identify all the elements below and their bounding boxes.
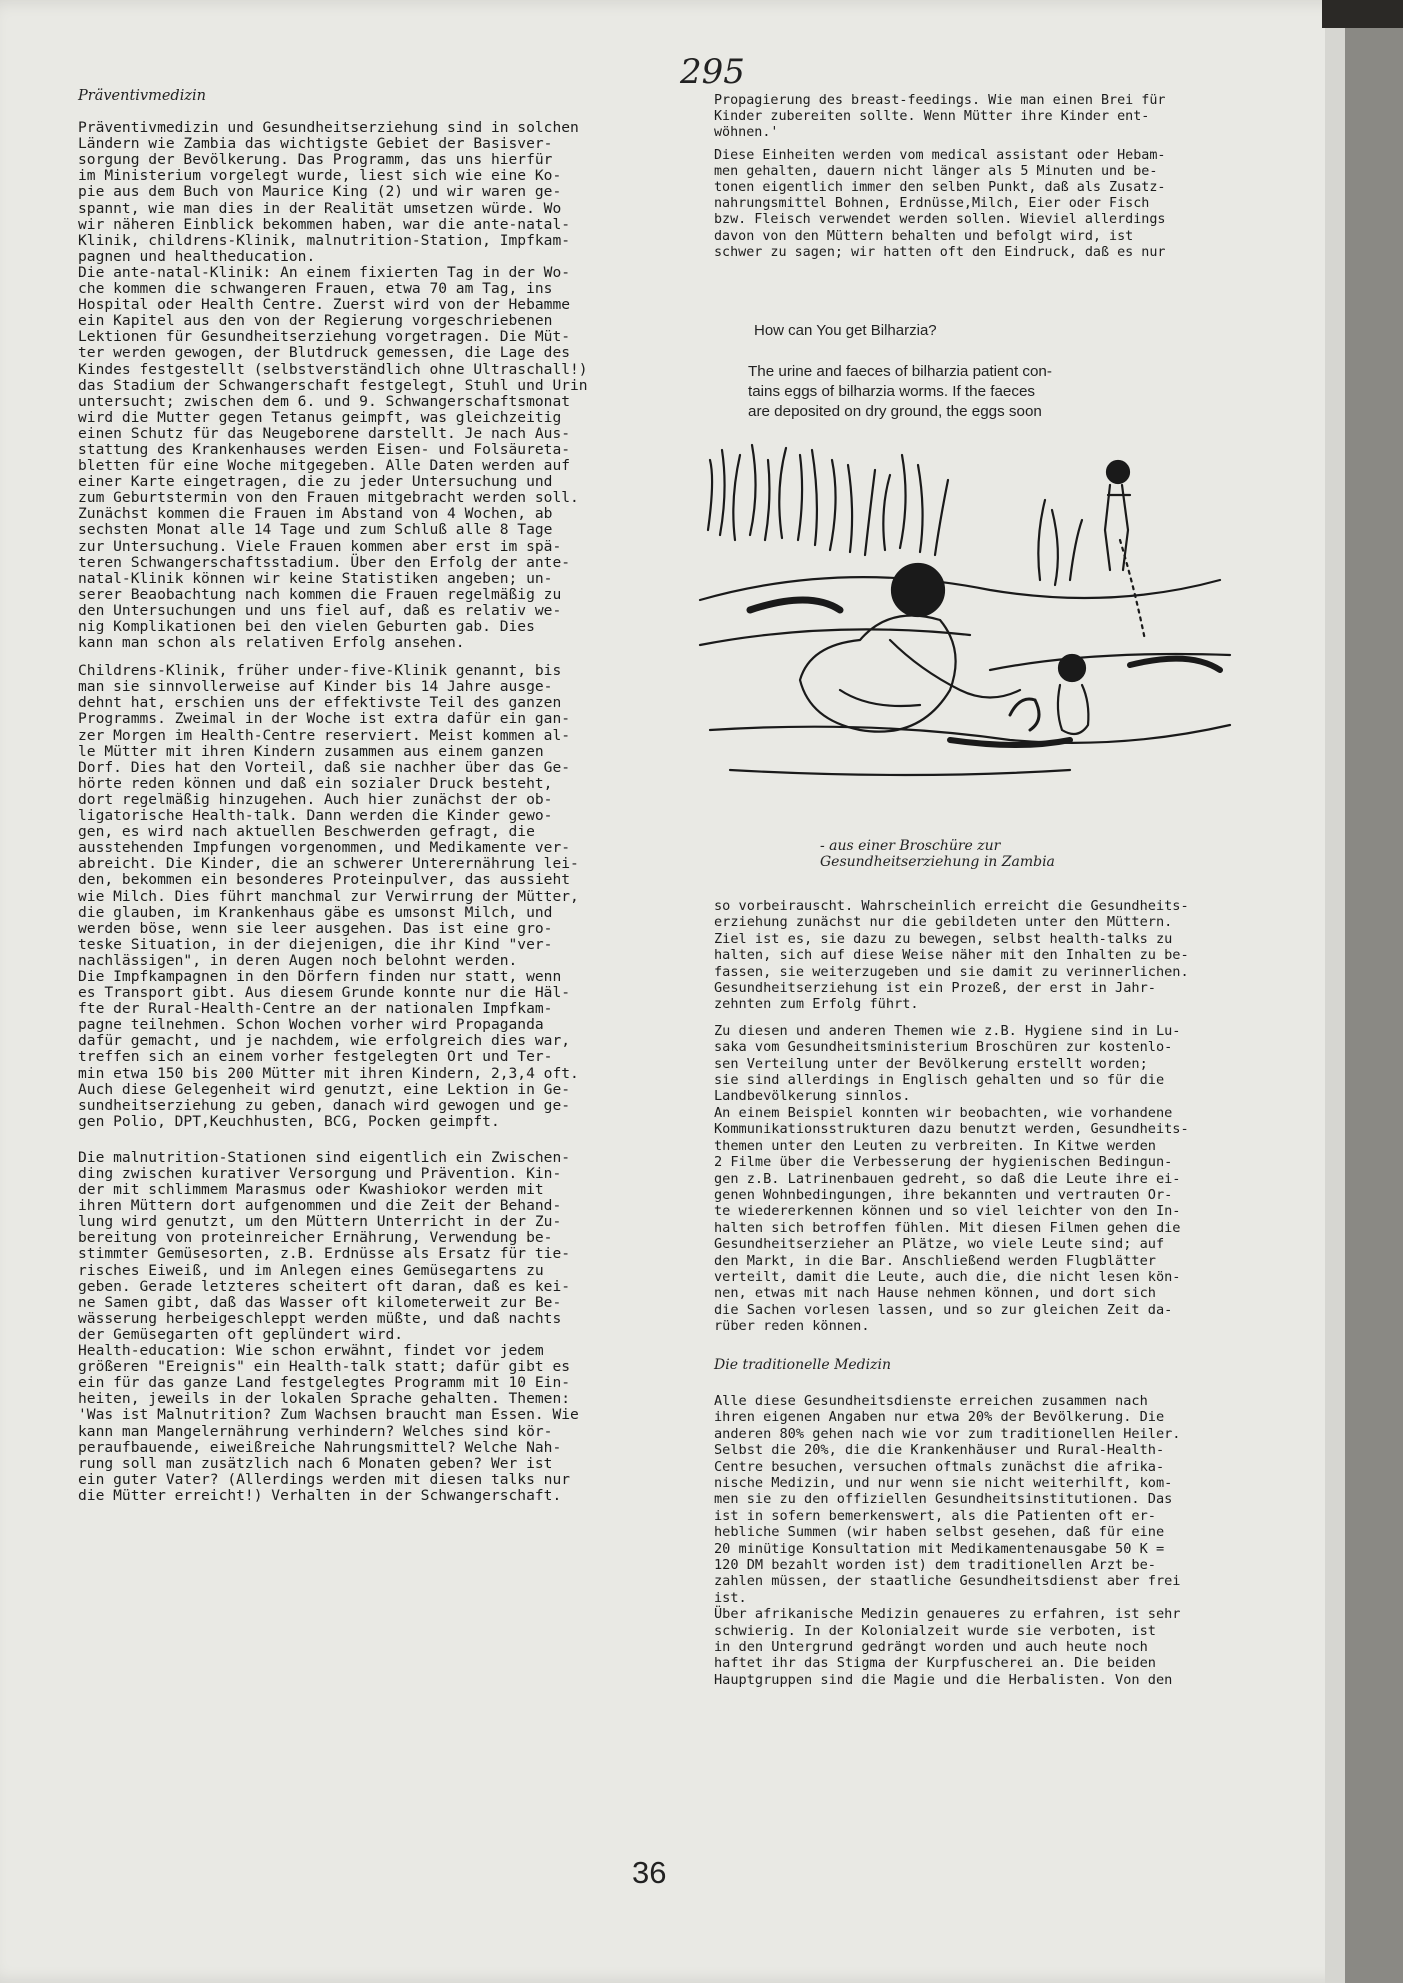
left-column — [78, 88, 658, 1504]
paragraph-einheiten: Diese Einheiten werden vom medical assistant oder Hebam- men gehalten, dauern nicht länger als 5 Minuten und be- tonen eigentlich immer den selben Punkt, daß als Zusatz- nahrungsmittel Bohnen, Erdnüsse,Milch, Eier oder Fisch bzw. Fleisch verwendet werden sollen. Wieviel allerdings davon von den Müttern behalten und befolgt wird, ist schwer zu sagen; wir hatten oft den Eindruck, daß es nur — [714, 147, 1166, 260]
bilharzia-illustration — [690, 440, 1250, 810]
paragraph-malnutrition: Die malnutrition-Stationen sind eigentlich ein Zwischen- ding zwischen kurativer Versorgung und Prävention. Kin- der mit schlimmem Marasmus oder Kwashiokor werden mit ihren Müttern dort aufgenommen und die Zeit der Behand- lung wird genutzt, um den Müttern Unterricht in der Zu- bereitung von proteinreicher Ernährung, Verwendung be- stimmter Gemüsesorten, z.B. Erdnüsse als Ersatz für tie- risches Eiweiß, und im Anlegen eines Gemüsegartens zu geben. Gerade letzteres scheitert oft daran, daß es kei- ne Samen gibt, daß das Wasser oft kilometerweit zur Be- wässerung herbeigeschleppt werden müßte, und daß nachts der Gemüsegarten oft geplündert wird. Health-education: Wie schon erwähnt, findet vor jedem größeren "Ereignis" ein Health-talk statt; dafür gibt es ein für das ganze Land festgelegtes Programm mit 10 Ein- heiten, jeweils in der lokalen Sprache gehalten. Themen: 'Was ist Malnutrition? Zum Wachsen braucht man Essen. Wie kann man Mangelernährung verhindern? Welches sind kör- peraufbauende, eiweißreiche Nahrungsmittel? Welche Nah- rung soll man zusätzlich nach 6 Monaten geben? Wer ist ein guter Vater? (Allerdings werden mit diesen talks nur die Mütter erreicht!) Verhalten in der Schwangerschaft. — [78, 1148, 579, 1504]
section-heading-praeventivmedizin: Präventivmedizin — [78, 88, 206, 104]
section-heading-traditionelle-medizin: Die traditionelle Medizin — [714, 1356, 891, 1373]
right-column-bottom — [714, 898, 1274, 1688]
illustration-caption: - aus einer Broschüre zur Gesundheitserziehung in Zambia — [820, 838, 1055, 870]
paragraph-traditionelle-medizin: Alle diese Gesundheitsdienste erreichen zusammen nach ihren eigenen Angaben nur etwa 20% der Bevölkerung. Die anderen 80% gehen nach wie vor zum traditionellen Heiler. Selbst die 20%, die die Krankenhäuser und Rural-Health- Centre besuchen, versuchen oftmals zunächst die afrika- nische Medizin, und nur wenn sie nicht weiterhilft, kom- men sie zu den offiziellen Gesundheitsinstitutionen. Das ist in sofern bemerkenswert, als die Patienten oft er- hebliche Summen (wir haben selbst gesehen, daß für eine 20 minütige Konsultation mit Medikamentenausgabe 50 K = 120 DM bezahlt worden ist) dem traditionellen Arzt be- zahlen müssen, der staatliche Gesundheitsdienst aber frei ist. Über afrikanische Medizin genaueres zu erfahren, ist sehr schwierig. In der Kolonialzeit wurde sie verboten, ist in den Untergrund gedrängt worden und auch heute noch haftet ihr das Stigma der Kurpfuscherei an. Die beiden Hauptgruppen sind die Magie und die Herbalisten. Von den — [714, 1392, 1181, 1688]
scan-background-corner — [1322, 0, 1403, 28]
paragraph-breastfeeding: Propagierung des breast-feedings. Wie man einen Brei für Kinder zubereiten sollte. Wenn Mütter ihre Kinder ent- wöhnen.' — [714, 93, 1166, 141]
page-number: 36 — [632, 1855, 667, 1890]
paragraph-vorbeirauscht: so vorbeirauscht. Wahrscheinlich erreicht die Gesundheits- erziehung zunächst nur die gebildeten unter den Müttern. Ziel ist es, sie dazu zu bewegen, selbst health-talks zu halten, sich auf diese Weise näher mit den Inhalten zu be- fassen, sie weiterzugeben und sie damit zu verinnerlichen. Gesundheitserziehung ist ein Prozeß, der erst in Jahr- zehnten zum Erfolg führt. — [714, 898, 1189, 1013]
paragraph-intro: Präventivmedizin und Gesundheitserziehung sind in solchen Ländern wie Zambia das wichtigste Gebiet der Basisver- sorgung der Bevölkerung. Das Programm, das uns hierfür im Ministerium vorgelegt wurde, liest sich wie eine Ko- pie aus dem Buch von Maurice King (2) und wir waren ge- spannt, wie man dies in der Realität umsetzen würde. Wo wir näheren Einblick bekommen haben, war die ante-natal- Klinik, childrens-Klinik, malnutrition-Station, Impfkam- pagnen und healtheducation. Die ante-natal-Klinik: An einem fixierten Tag in der Wo- che kommen die schwangeren Frauen, etwa 70 am Tag, ins Hospital oder Health Centre. Zuerst wird von der Hebamme ein Kapitel aus den von der Regierung vorgeschriebenen Lektionen für Gesundheitserziehung vorgetragen. Die Müt- ter werden gewogen, der Blutdruck gemessen, die Lage des Kindes festgestellt (selbstverständlich ohne Ultraschall!) das Stadium der Schwangerschaft festgelegt, Stuhl und Urin untersucht; zwischen dem 6. und 9. Schwangerschaftsmonat wird die Mutter gegen Tetanus geimpft, was gleichzeitig einen Schutz für das Neugeborene darstellt. Je nach Aus- stattung des Krankenhauses werden Eisen- und Folsäureta- bletten für eine Woche mitgegeben. Alle Daten werden auf einer Karte eingetragen, die zu jeder Untersuchung und zum Geburtstermin von den Frauen mitgebracht werden soll. Zunächst kommen die Frauen im Abstand von 4 Wochen, ab sechsten Monat alle 14 Tage und zum Schluß alle 8 Tage zur Untersuchung. Viele Frauen kommen aber erst im spä- teren Schwangerschaftsstadium. Über den Erfolg der ante- natal-Klinik können wir keine Statistiken angeben; un- serer Beaobachtung nach kommen die Frauen regelmäßig zu den Untersuchungen und uns fiel auf, daß es relativ we- nig Komplikationen bei den vielen Geburten gab. Dies kann man schon als relativen Erfolg ansehen. — [78, 119, 588, 652]
leaflet-title: How can You get Bilharzia? — [754, 322, 937, 339]
paragraph-broschueren: Zu diesen und anderen Themen wie z.B. Hygiene sind in Lu- saka vom Gesundheitsministerium Broschüren zur kostenlo- sen Verteilung unter der Bevölkerung erstellt worden; sie sind allerdings in Englisch gehalten und so für die Landbevölkerung sinnlos. An einem Beispiel konnten wir beobachten, wie vorhandene Kommunikationsstrukturen dazu benutzt werden, Gesundheits- themen unter den Leuten zu verbreiten. In Kitwe werden 2 Filme über die Verbesserung der hygienischen Bedingun- gen z.B. Latrinenbauen gedreht, so daß die Leute ihre ei- genen Wohnbedingungen, ihre bekannten und vertrauten Or- te wiedererkennen können und so viel leichter von den In- halten sich betroffen fühlen. Mit diesen Filmen gehen die Gesundheitserzieher an Plätze, wo viele Leute sind; auf den Markt, in die Bar. Anschließend werden Flugblätter verteilt, damit die Leute, auch die, die nicht lesen kön- nen, etwas mit nach Hause nehmen können, und dort sich die Sachen vorlesen lassen, und so zur gleichen Zeit da- rüber reden können. — [714, 1022, 1189, 1335]
paragraph-childrens-klinik: Childrens-Klinik, früher under-five-Klinik genannt, bis man sie sinnvollerweise auf Kinder bis 14 Jahre ausge- dehnt hat, erschien uns der effektivste Teil des ganzen Programms. Zweimal in der Woche ist extra dafür ein gan- zer Morgen im Health-Centre reserviert. Meist kommen al- le Mütter mit ihren Kindern zusammen aus einem ganzen Dorf. Dies hat den Vorteil, daß sie nachher über das Ge- hörte reden können und daß ein sozialer Druck besteht, dort regelmäßig hinzugehen. Auch hier zunächst der ob- ligatorische Health-talk. Dann werden die Kinder gewo- gen, es wird nach aktuellen Beschwerden gefragt, die ausstehenden Impfungen vorgenommen, und Medikamente ver- abreicht. Die Kinder, die an schwerer Unterernährung lei- den, bekommen ein besonderes Proteinpulver, das aussieht wie Milch. Dies führt manchmal zur Verwirrung der Mütter, die glauben, im Krankenhaus gäbe es umsonst Milch, und werden böse, wenn sie leer ausgehen. Das ist eine gro- teske Situation, in der diejenigen, die ihr Kind "ver- nachlässigen", in deren Augen noch belohnt werden. Die Impfkampagnen in den Dörfern finden nur statt, wenn es Transport gibt. Aus diesem Grunde konnte nur die Häl- fte der Rural-Health-Centre an der nationalen Impfkam- pagne teilnehmen. Schon Wochen vorher wird Propaganda dafür gemacht, und je nachdem, wie erfolgreich dies war, treffen sich an einem vorher festgelegten Ort und Ter- min etwa 150 bis 200 Mütter mit ihren Kindern, 2,3,4 oft. Auch diese Gelegenheit wird genutzt, eine Lektion in Ge- sundheitserziehung zu geben, danach wird gewogen und ge- gen Polio, DPT,Keuchhusten, BCG, Pocken geimpft. — [78, 662, 579, 1130]
handwritten-page-number: 295 — [680, 52, 745, 92]
leaflet-text: The urine and faeces of bilharzia patient con- tains eggs of bilharzia worms. If the faeces are deposited on dry ground, the eggs soon — [748, 363, 1052, 420]
page-edge — [1325, 0, 1345, 1983]
scan-background-strip — [1345, 28, 1403, 1983]
right-column-top — [714, 93, 1274, 261]
